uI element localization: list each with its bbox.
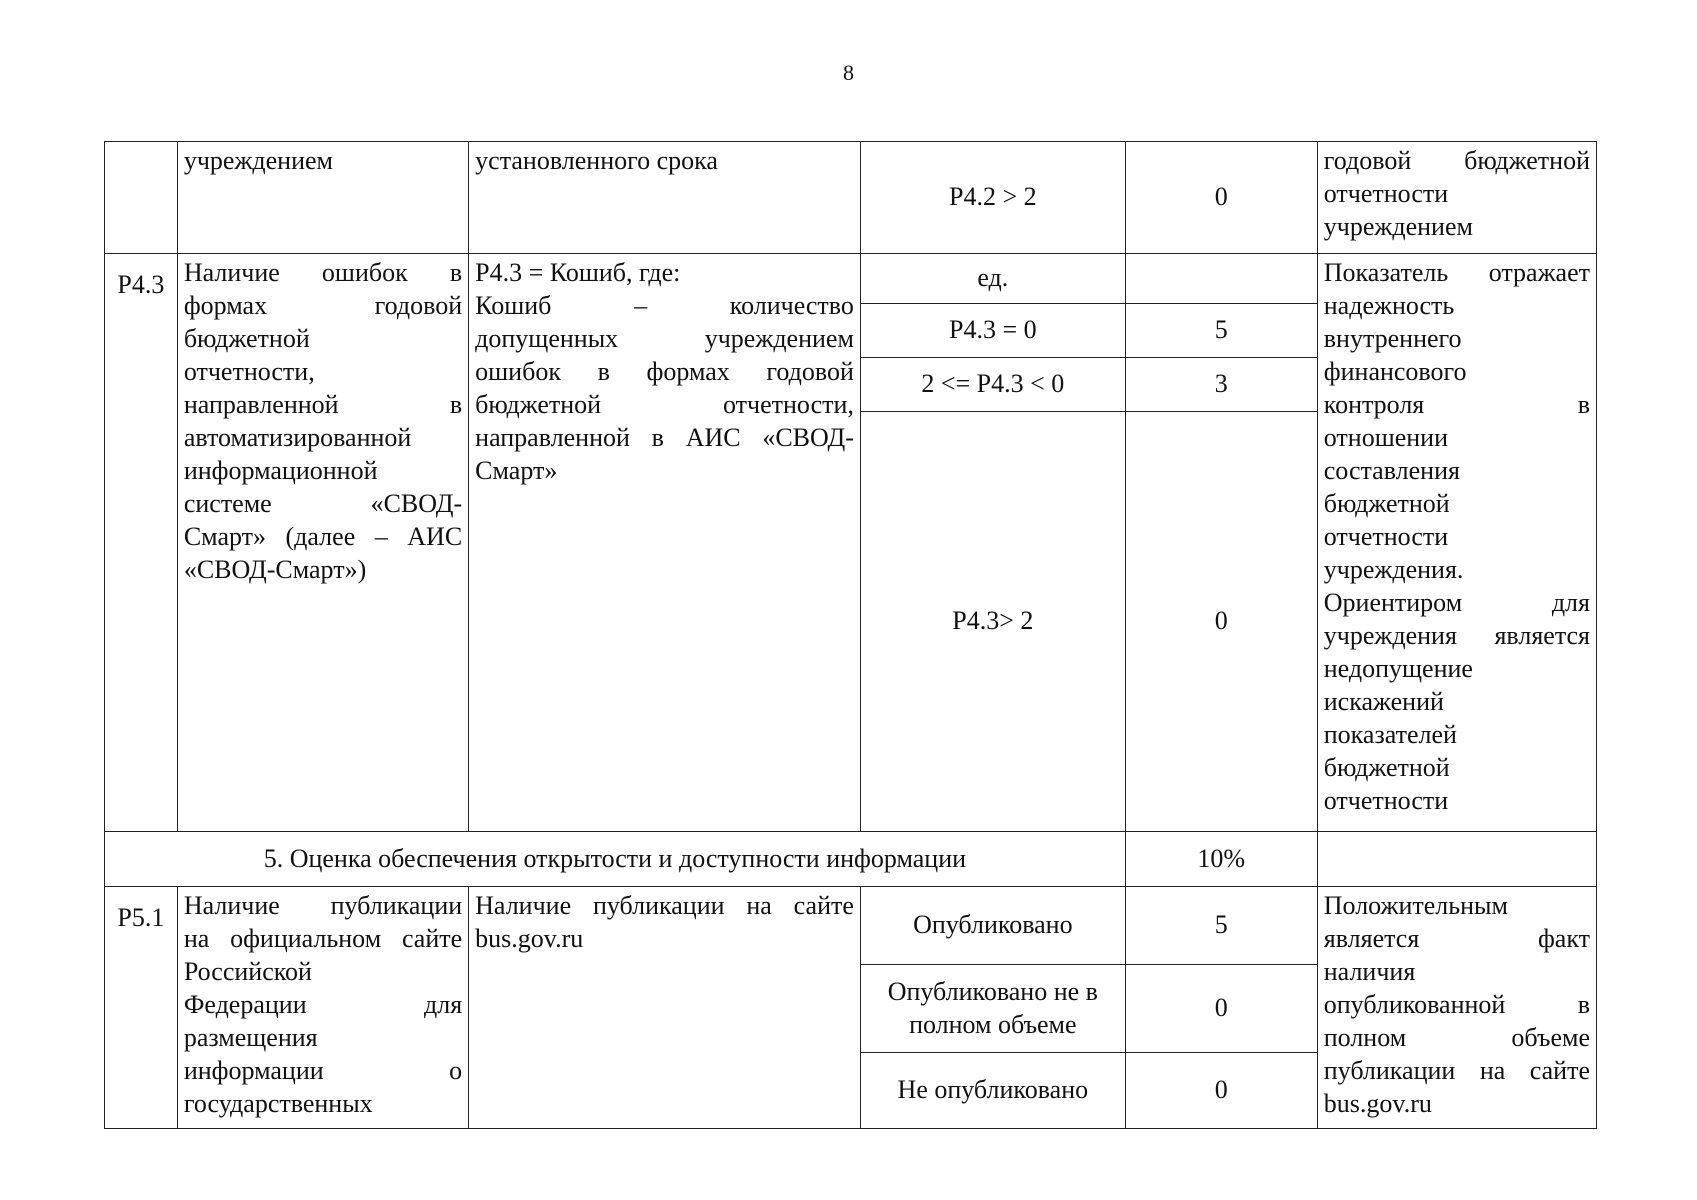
name-line: на официальном сайте [183, 924, 463, 953]
note-cell [1317, 254, 1596, 832]
note-line: публикации на сайте [1323, 1056, 1590, 1085]
indicator-code: P4.3 [105, 254, 178, 832]
note-line: внутреннего [1323, 324, 1462, 353]
criteria-table [104, 141, 1597, 1129]
name-line: отчетности, [183, 357, 315, 386]
note-line: полном объеме [1323, 1023, 1590, 1052]
condition-cell: Опубликовано [860, 887, 1125, 965]
formula-line: Смарт» [475, 456, 558, 485]
name-line: Наличие ошибок в [183, 258, 463, 287]
note-line: является факт [1323, 924, 1590, 953]
name-line: системе «СВОД- [183, 489, 463, 518]
note-line: надежность [1323, 291, 1455, 320]
condition-cell: P4.3 = 0 [860, 304, 1125, 358]
indicator-code: P5.1 [105, 887, 178, 1129]
note-line: годовой бюджетной [1323, 146, 1590, 175]
table-row-continuation [105, 142, 1597, 254]
note-line: Ориентиром для [1323, 588, 1590, 617]
formula-cell [469, 887, 861, 1129]
formula-line: допущенных учреждением [475, 324, 854, 353]
score-cell: 0 [1125, 142, 1317, 254]
note-line: показателей [1323, 720, 1457, 749]
note-line: отчетности [1323, 179, 1449, 208]
name-line: Смарт» (далее – АИС [183, 522, 463, 551]
note-line: Показатель отражает [1323, 258, 1590, 287]
note-cell [1317, 142, 1596, 254]
name-line: автоматизированной [183, 423, 412, 452]
formula-line: ошибок в формах годовой [475, 357, 854, 386]
note-line: бюджетной [1323, 753, 1450, 782]
formula-cell [469, 254, 861, 832]
note-line: Положительным [1323, 891, 1508, 920]
section-weight: 10% [1125, 832, 1317, 887]
table-row-p4-3 [105, 254, 1597, 304]
condition-cell: P4.2 > 2 [860, 142, 1125, 254]
name-line: информационной [183, 456, 378, 485]
name-line: информации о [183, 1056, 463, 1085]
note-line: финансового [1323, 357, 1467, 386]
note-line: учреждения. [1323, 555, 1464, 584]
name-line: формах годовой [183, 291, 463, 320]
name-line: направленной в [183, 390, 463, 419]
name-line: Федерации для [183, 990, 463, 1019]
name-line: Наличие публикации [183, 891, 463, 920]
name-line: размещения [183, 1023, 318, 1052]
note-line: bus.gov.ru [1323, 1089, 1432, 1118]
note-line: отношении [1323, 423, 1449, 452]
note-line: контроля в [1323, 390, 1590, 419]
unit-cell: ед. [860, 254, 1125, 304]
indicator-name-cell [177, 254, 468, 832]
table-row-p5-1 [105, 887, 1597, 965]
name-line: государственных [183, 1089, 373, 1118]
note-line: недопущение [1323, 654, 1473, 683]
note-line: искажений [1323, 687, 1444, 716]
name-line: «СВОД-Смарт») [183, 555, 367, 584]
score-cell: 5 [1125, 887, 1317, 965]
note-line: отчетности [1323, 522, 1449, 551]
formula-line: P4.3 = Кошиб, где: [475, 258, 681, 287]
name-line: Российской [183, 957, 312, 986]
note-line: учреждения является [1323, 621, 1590, 650]
note-line: бюджетной [1323, 489, 1450, 518]
name-line: бюджетной [183, 324, 310, 353]
section-empty-cell [1317, 832, 1596, 887]
note-cell [1317, 887, 1596, 1129]
note-line: составления [1323, 456, 1460, 485]
note-line: опубликованной в [1323, 990, 1590, 1019]
score-cell: 0 [1125, 412, 1317, 832]
section-title: 5. Оценка обеспечения открытости и доступности информации [105, 832, 1126, 887]
formula-line: направленной в АИС «СВОД- [475, 423, 854, 452]
formula-line: bus.gov.ru [475, 924, 584, 953]
formula-line: Наличие публикации на сайте [475, 891, 854, 920]
score-cell: 0 [1125, 1053, 1317, 1129]
condition-cell: Не опубликовано [860, 1053, 1125, 1129]
formula-cell [469, 142, 861, 254]
score-cell: 5 [1125, 304, 1317, 358]
score-cell [1125, 254, 1317, 304]
condition-cell: 2 <= P4.3 < 0 [860, 358, 1125, 412]
note-line: учреждением [1323, 212, 1473, 241]
section-header-row [105, 832, 1597, 887]
indicator-name-cell [177, 887, 468, 1129]
code-cell [105, 142, 178, 254]
score-cell: 3 [1125, 358, 1317, 412]
page-number: 8 [843, 60, 854, 85]
indicator-name: учреждением [183, 146, 333, 175]
formula-line: бюджетной отчетности, [475, 390, 854, 419]
condition-cell: P4.3> 2 [860, 412, 1125, 832]
indicator-name-cell [177, 142, 468, 254]
note-line: отчетности [1323, 786, 1449, 815]
note-line: наличия [1323, 957, 1416, 986]
formula-text: установленного срока [475, 146, 718, 175]
score-cell: 0 [1125, 965, 1317, 1053]
formula-line: Кошиб – количество [475, 291, 854, 320]
condition-cell: Опубликовано не в полном объеме [860, 965, 1125, 1053]
